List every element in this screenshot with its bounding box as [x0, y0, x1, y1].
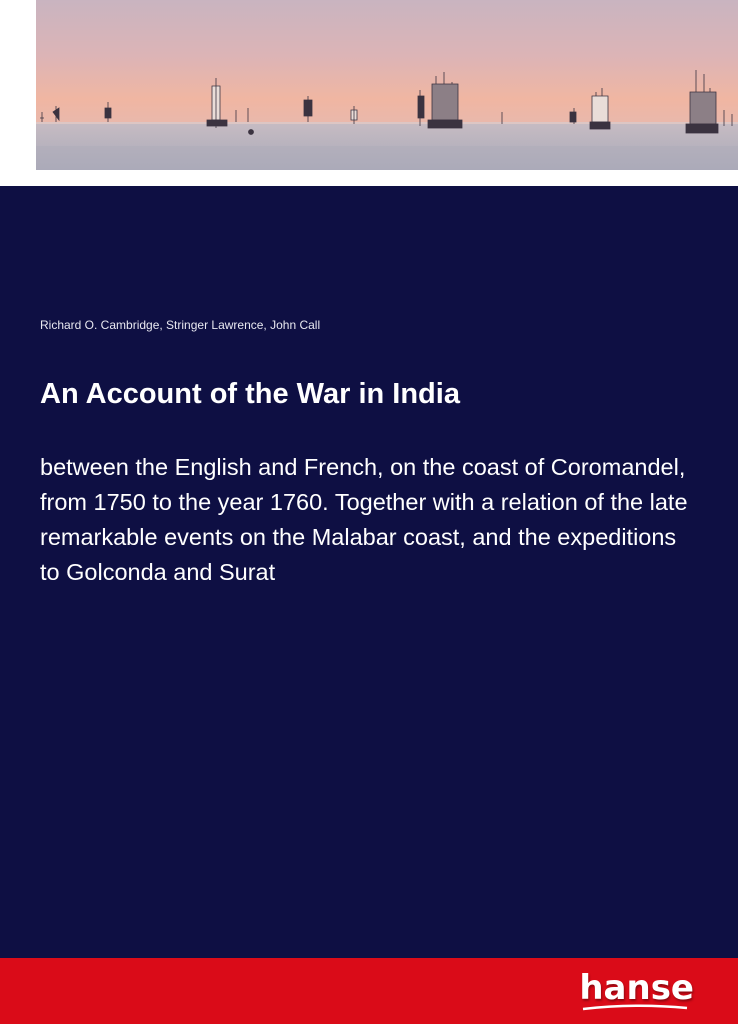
publisher-logo [579, 968, 694, 1014]
cover-photo [36, 0, 738, 170]
author-list: Richard O. Cambridge, Stringer Lawrence, John Call [40, 318, 321, 332]
tall-ships-photo [36, 0, 738, 170]
cover-top-band [0, 0, 738, 186]
book-subtitle: between the English and French, on the coast of Coromandel, from 1750 to the year 1760. Together with a relation of the late remarkable events on the Malabar coast, and the expeditions to Golconda and Surat [40, 454, 688, 585]
book-title: An Account of the War in India [40, 378, 460, 410]
publisher-name: hanse [579, 968, 694, 1008]
logo-swoosh-icon [581, 1004, 689, 1012]
